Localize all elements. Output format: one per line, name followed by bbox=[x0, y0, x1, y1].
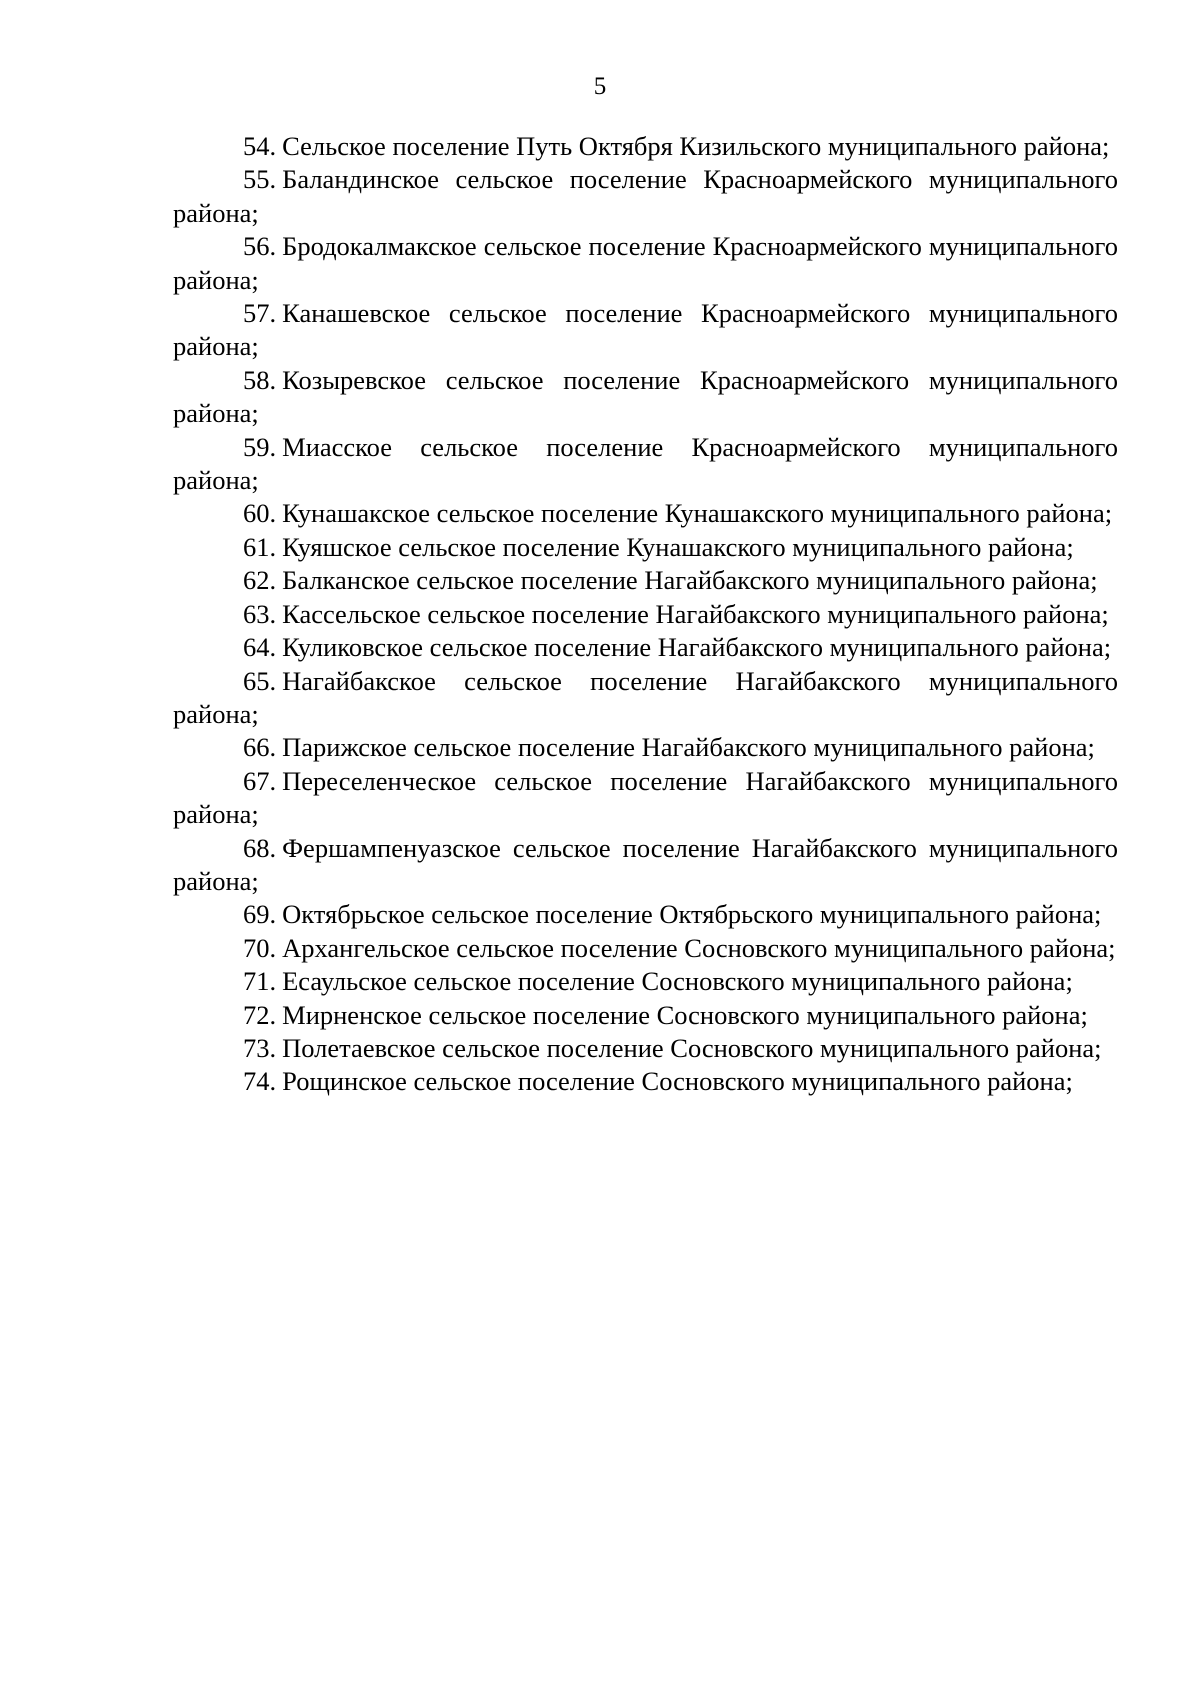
item-text: Канашевское сельское поселение Красноармейского муниципального района; bbox=[173, 298, 1118, 362]
list-item bbox=[173, 364, 1118, 431]
item-number: 54. bbox=[243, 131, 277, 161]
item-number: 70. bbox=[243, 932, 277, 963]
item-number: 61. bbox=[243, 531, 277, 562]
item-text: Нагайбакское сельское поселение Нагайбакского муниципального района; bbox=[173, 665, 1118, 729]
item-text: Балканское сельское поселение Нагайбакского муниципального района; bbox=[282, 565, 1098, 596]
list-item bbox=[173, 731, 1118, 764]
item-number: 71. bbox=[243, 966, 277, 997]
item-number: 55. bbox=[243, 164, 277, 195]
item-text: Полетаевское сельское поселение Сосновского муниципального района; bbox=[282, 1032, 1102, 1063]
list-item bbox=[173, 932, 1118, 965]
list-item bbox=[173, 765, 1118, 832]
item-text: Миасское сельское поселение Красноармейского муниципального района; bbox=[173, 431, 1118, 496]
list-item bbox=[173, 163, 1118, 230]
item-text: Козыревское сельское поселение Красноармейского муниципального района; bbox=[173, 364, 1118, 429]
item-text: Рощинское сельское поселение Сосновского муниципального района; bbox=[282, 1066, 1073, 1097]
list-item bbox=[173, 531, 1118, 564]
list-item bbox=[173, 130, 1118, 163]
item-number: 67. bbox=[243, 765, 277, 796]
item-text: Кассельское сельское поселение Нагайбакского муниципального района; bbox=[282, 598, 1109, 629]
item-number: 69. bbox=[243, 899, 277, 930]
list-item bbox=[173, 832, 1118, 899]
item-number: 64. bbox=[243, 632, 277, 663]
item-text: Кунашакское сельское поселение Кунашакского муниципального района; bbox=[282, 498, 1113, 529]
item-number: 56. bbox=[243, 231, 277, 262]
item-number: 74. bbox=[243, 1066, 277, 1097]
list-item bbox=[173, 898, 1118, 931]
item-number: 65. bbox=[243, 665, 277, 696]
item-number: 72. bbox=[243, 999, 277, 1030]
item-text: Баландинское сельское поселение Красноармейского муниципального района; bbox=[173, 164, 1118, 228]
item-number: 58. bbox=[243, 364, 277, 395]
list-item bbox=[173, 631, 1118, 664]
list-item bbox=[173, 431, 1118, 498]
item-text: Фершампенуазское сельское поселение Нагайбакского муниципального района; bbox=[173, 832, 1118, 896]
item-text: Бродокалмакское сельское поселение Красноармейского муниципального района; bbox=[173, 231, 1118, 295]
item-number: 62. bbox=[243, 565, 277, 596]
item-text: Мирненское сельское поселение Сосновского муниципального района; bbox=[282, 999, 1088, 1030]
list-item bbox=[173, 665, 1118, 732]
item-number: 63. bbox=[243, 598, 277, 629]
list-item bbox=[173, 965, 1118, 998]
item-text: Октябрьское сельское поселение Октябрьского муниципального района; bbox=[282, 899, 1102, 930]
list-item bbox=[173, 1065, 1118, 1098]
list-item bbox=[173, 598, 1118, 631]
list-item bbox=[173, 1032, 1118, 1065]
item-number: 73. bbox=[243, 1032, 277, 1063]
item-number: 57. bbox=[243, 298, 277, 329]
item-text: Куяшское сельское поселение Кунашакского муниципального района; bbox=[282, 531, 1074, 562]
item-number: 60. bbox=[243, 498, 277, 529]
item-text: Сельское поселение Путь Октября Кизильского муниципального района; bbox=[282, 131, 1110, 161]
item-number: 68. bbox=[243, 832, 277, 863]
item-text: Куликовское сельское поселение Нагайбакского муниципального района; bbox=[282, 632, 1112, 663]
list-item bbox=[173, 497, 1118, 530]
item-text: Переселенческое сельское поселение Нагайбакского муниципального района; bbox=[173, 765, 1118, 830]
item-text: Архангельское сельское поселение Сосновского муниципального района; bbox=[282, 932, 1116, 963]
page-number: 5 bbox=[593, 73, 607, 100]
item-number: 59. bbox=[243, 431, 277, 462]
list-item bbox=[173, 564, 1118, 597]
item-text: Парижское сельское поселение Нагайбакского муниципального района; bbox=[282, 732, 1095, 763]
list-item bbox=[173, 230, 1118, 297]
item-text: Есаульское сельское поселение Сосновского муниципального района; bbox=[282, 966, 1073, 997]
settlement-list bbox=[173, 130, 1118, 1099]
list-item bbox=[173, 297, 1118, 364]
list-item bbox=[173, 999, 1118, 1032]
item-number: 66. bbox=[243, 732, 277, 763]
